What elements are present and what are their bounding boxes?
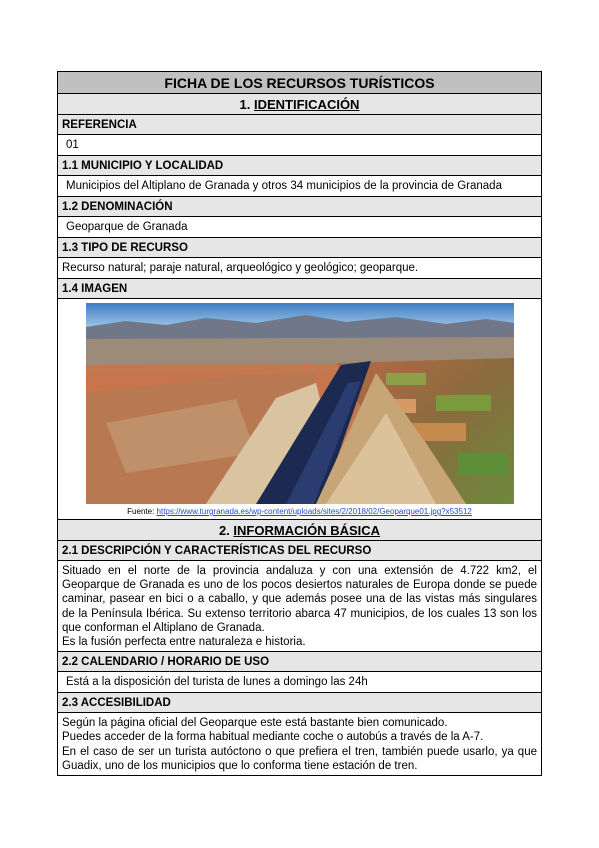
accesibilidad-text [58,713,541,775]
tipo-label: 1.3 TIPO DE RECURSO [58,238,541,258]
imagen-cell [58,299,541,520]
imagen-label: 1.4 IMAGEN [58,279,541,299]
resource-sheet [57,71,542,776]
section-number: 1. [239,97,251,112]
section-title: INFORMACIÓN BÁSICA [233,523,381,538]
accesibilidad-label: 2.3 ACCESIBILIDAD [58,693,541,713]
referencia-label: REFERENCIA [58,115,541,135]
section-identificacion-header [58,94,541,115]
accesibilidad-paragraph-1: Según la página oficial del Geoparque este está bastante bien comunicado. [62,717,448,730]
caption-prefix: Fuente: [127,507,157,516]
calendario-value: Está a la disposición del turista de lunes a domingo las 24h [58,672,541,693]
section-number: 2. [218,523,230,538]
accesibilidad-paragraph-2: Puedes acceder de la forma habitual mediante coche o autobús a través de la A-7. [62,731,484,744]
referencia-value: 01 [58,135,541,156]
section-title: IDENTIFICACIÓN [254,97,360,112]
descripcion-label: 2.1 DESCRIPCIÓN Y CARACTERÍSTICAS DEL RECURSO [58,541,541,561]
sheet-title: FICHA DE LOS RECURSOS TURÍSTICOS [58,72,541,94]
tipo-value: Recurso natural; paraje natural, arqueológico y geológico; geoparque. [58,258,541,279]
descripcion-text [58,561,541,652]
accesibilidad-paragraph-3: En el caso de ser un turista autóctono o que prefiera el tren, también puede usarlo, ya que Guadix, uno de los municipios que lo conforma tiene estación de tren. [62,745,537,772]
section-informacion-header [58,520,541,541]
descripcion-paragraph-1: Situado en el norte de la provincia andaluza y con una extensión de 4.722 km2, el Geoparque de Granada es uno de los pocos desiertos naturales de Europa donde se puede caminar, pasear en bici o a caballo, y que además posee una de las vistas más singulares de la Península Ibérica. Su extenso territorio abarca 47 municipios, de los cuales 13 son los que conforman el Altiplano de Granada. [62,565,537,634]
denominacion-label: 1.2 DENOMINACIÓN [58,197,541,217]
municipio-label: 1.1 MUNICIPIO Y LOCALIDAD [58,156,541,176]
caption-link[interactable]: https://www.turgranada.es/wp-content/uploads/sites/2/2018/02/Geoparque01.jpg?x53512 [156,507,472,516]
denominacion-value: Geoparque de Granada [58,217,541,238]
calendario-label: 2.2 CALENDARIO / HORARIO DE USO [58,652,541,672]
municipio-value: Municipios del Altiplano de Granada y otros 34 municipios de la provincia de Granada [58,176,541,197]
image-caption [58,506,541,517]
descripcion-paragraph-2: Es la fusión perfecta entre naturaleza e historia. [62,636,306,649]
geopark-photo [86,303,514,504]
